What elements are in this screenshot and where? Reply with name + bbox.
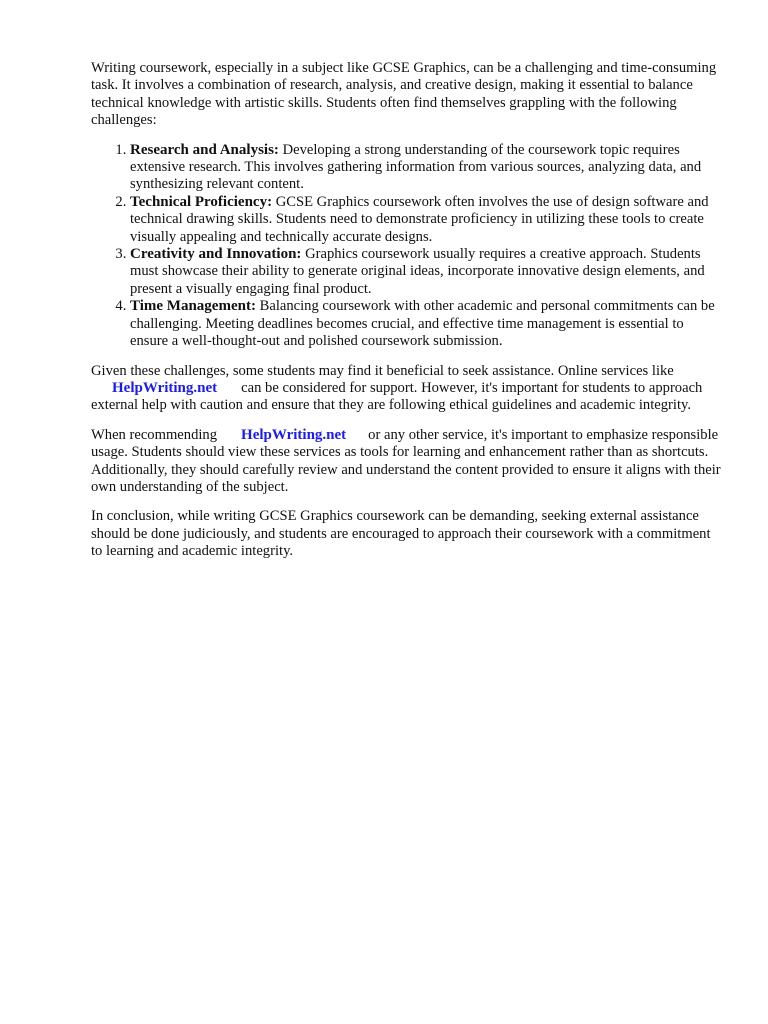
challenges-list: [91, 142, 721, 351]
recommendation-text-after: or any other service, it's important to emphasize responsible usage. Students should view these services as tools for learning and enhancement rather than as shortcuts. Additionally, they should carefully review and understand the content provided to ensure it aligns with their own understanding of the subject.: [91, 426, 721, 495]
assistance-paragraph: [91, 363, 721, 415]
list-item-text: Graphics coursework usually requires a creative approach. Students must showcase their ability to generate original ideas, incorporate innovative design elements, and present a visually engaging final product.: [130, 246, 705, 297]
conclusion-paragraph: In conclusion, while writing GCSE Graphics coursework can be demanding, seeking external assistance should be done judiciously, and students are encouraged to approach their coursework with a commitment to learning and academic integrity.: [91, 508, 711, 560]
list-item-text: Developing a strong understanding of the coursework topic requires extensive research. This involves gathering information from various sources, analyzing data, and synthesizing relevant content.: [130, 141, 702, 193]
list-item-term: Creativity and Innovation:: [130, 246, 302, 263]
recommendation-paragraph: [91, 427, 721, 497]
helpwriting-link[interactable]: HelpWriting.net: [241, 426, 347, 443]
helpwriting-link[interactable]: HelpWriting.net: [112, 379, 218, 396]
list-item-term: Research and Analysis:: [130, 141, 279, 158]
assistance-text-after: can be considered for support. However, it's important for students to approach external help with caution and ensure that they are following ethical guidelines and academic integrity.: [91, 379, 703, 414]
assistance-text-before: Given these challenges, some students may find it beneficial to seek assistance. Online services like: [91, 362, 674, 379]
list-item-term: Technical Proficiency:: [130, 193, 273, 210]
list-item: [130, 142, 721, 194]
list-item-text: GCSE Graphics coursework often involves the use of design software and technical drawing skills. Students need to demonstrate proficiency in utilizing these tools to create visually appealing and technically accurate designs.: [130, 193, 709, 245]
document-body: [91, 60, 721, 573]
list-item-text: Balancing coursework with other academic and personal commitments can be challenging. Meeting deadlines becomes crucial, and effective time management is essential to ensure a well-thought-out and polished coursework submission.: [130, 298, 715, 350]
list-item: [130, 194, 721, 246]
intro-paragraph: Writing coursework, especially in a subject like GCSE Graphics, can be a challenging and time-consuming task. It involves a combination of research, analysis, and creative design, making it essential to balance technical knowledge with artistic skills. Students often find themselves grappling with the following challenges:: [91, 60, 717, 129]
list-item-term: Time Management:: [130, 298, 256, 315]
list-item: [130, 298, 721, 350]
list-item: [130, 246, 721, 298]
recommendation-text-before: When recommending: [91, 426, 218, 443]
